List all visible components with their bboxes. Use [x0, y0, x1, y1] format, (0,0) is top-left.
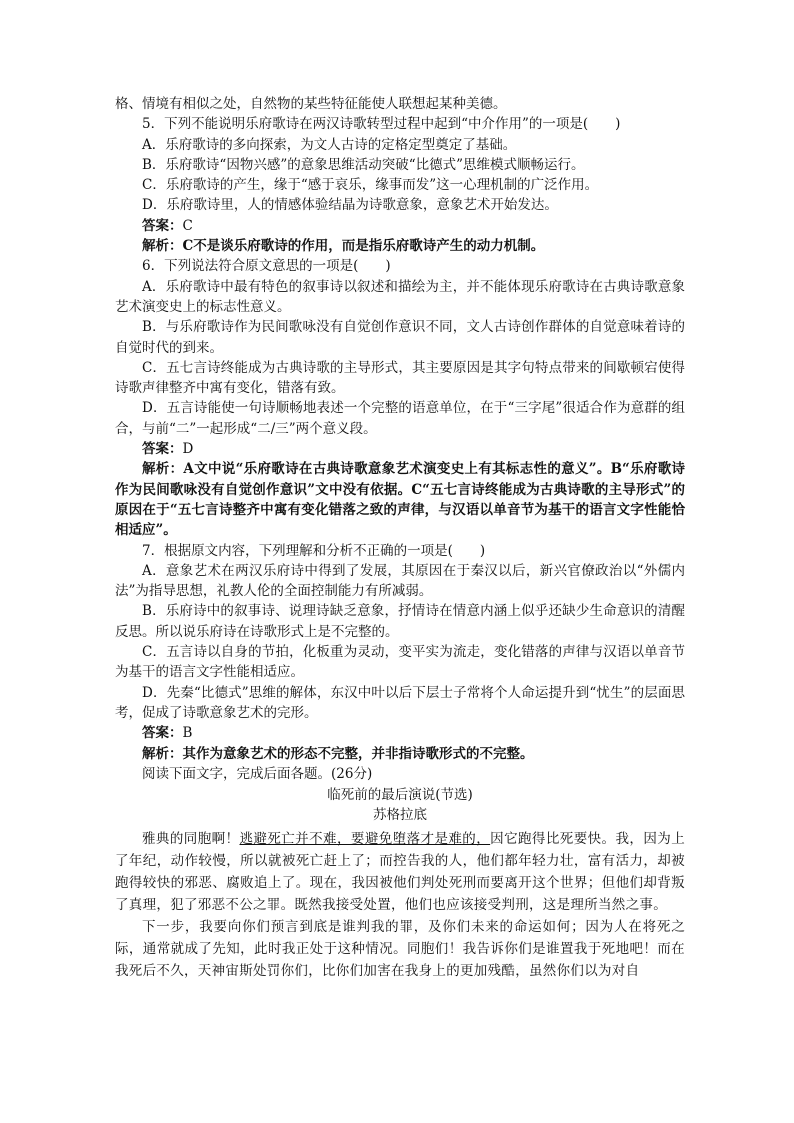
answer-value: C [182, 217, 193, 234]
explanation-text: 其作为意象艺术的形态不完整，并非指诗歌形式的不完整。 [182, 745, 534, 762]
question-5-answer [115, 216, 685, 236]
passage-title: 临死前的最后演说(节选) [327, 787, 473, 804]
answer-value: B [182, 725, 193, 742]
document-page [115, 94, 685, 982]
question-5-option-d: D．乐府歌诗里，人的情感体验结晶为诗歌意象，意象艺术开始发达。 [142, 197, 558, 214]
question-6-answer [115, 439, 685, 459]
answer-label: 答案： [142, 441, 183, 458]
paragraph-text: 因它跑得比死要快。我，因为上了年纪，动作较慢，所以就被死亡赶上了；而控告我的人，他们都年轻力壮，富有活力，却被跑得较快的邪恶、腐败追上了。现在，我因被他们判处死刑而要离开这个世界；但他们却背叛了真理，犯了邪恶不公之罪。既然我接受处置，他们也应该接受判刑，这是理所当然之事。 [115, 830, 685, 913]
question-6-option-b: B．与乐府歌诗作为民间歌咏没有自觉创作意识不同，文人古诗创作群体的自觉意味着诗的自觉时代的到来。 [115, 319, 685, 356]
answer-value: D [182, 441, 194, 458]
question-6-stem: 6．下列说法符合原文意思的一项是( ) [142, 258, 391, 275]
question-5-option-b: B．乐府歌诗“因物兴感”的意象思维活动突破“比德式”思维模式顺畅运行。 [142, 156, 585, 173]
underlined-sentence: 逃避死亡并不难，要避免堕落才是难的， [239, 830, 491, 847]
answer-label: 答案： [142, 725, 183, 742]
question-6-explanation [115, 459, 685, 540]
question-7-answer [115, 723, 685, 743]
passage-paragraph-2: 下一步，我要向你们预言到底是谁判我的罪，及你们未来的命运如何；因为人在将死之际，通常就成了先知，此时我正处于这种情况。同胞们！我告诉你们是谁置我于死地吧！而在我死后不久，天神宙斯处罚你们，比你们加害在我身上的更加残酷，虽然你们以为对自 [115, 918, 685, 979]
explanation-label: 解析： [142, 238, 183, 255]
question-7-stem: 7．根据原文内容，下列理解和分析不正确的一项是( ) [142, 542, 486, 559]
question-5-option-c: C．乐府歌诗的产生，缘于“感于哀乐，缘事而发”这一心理机制的广泛作用。 [142, 177, 599, 194]
explanation-label: 解析： [142, 461, 184, 478]
question-7-explanation [115, 744, 685, 764]
passage-paragraph-1 [115, 828, 685, 916]
explanation-label: 解析： [142, 745, 183, 762]
question-7-option-d: D．先秦“比德式”思维的解体，东汉中叶以后下层士子常将个人命运提升到“忧生”的层面思考，促成了诗歌意象艺术的完形。 [115, 684, 685, 721]
question-6-option-d: D．五言诗能使一句诗顺畅地表述一个完整的语意单位，在于“三字尾”很适合作为意群的组合，与前“二”一起形成“二/三”两个意义段。 [115, 400, 685, 437]
explanation-text: C不是谈乐府歌诗的作用，而是指乐府歌诗产生的动力机制。 [182, 238, 545, 255]
question-5-stem: 5．下列不能说明乐府歌诗在两汉诗歌转型过程中起到“中介作用”的一项是( ) [142, 116, 621, 133]
question-7-option-b: B．乐府诗中的叙事诗、说理诗缺乏意象，抒情诗在情意内涵上似乎还缺少生命意识的清醒反思。所以说乐府诗在诗歌形式上是不完整的。 [115, 603, 685, 640]
question-6-option-a: A．乐府歌诗中最有特色的叙事诗以叙述和描绘为主，并不能体现乐府歌诗在古典诗歌意象艺术演变史上的标志性意义。 [115, 278, 685, 315]
paragraph-text: 雅典的同胞啊！ [142, 830, 240, 847]
question-7-option-a: A．意象艺术在两汉乐府诗中得到了发展，其原因在于秦汉以后，新兴官僚政治以“外儒内法”为指导思想，礼教人伦的全面控制能力有所减弱。 [115, 562, 685, 600]
question-5-explanation [115, 236, 685, 256]
explanation-text: A文中说“乐府歌诗在古典诗歌意象艺术演变史上有其标志性的意义”。B“乐府歌诗作为民间歌咏没有自觉创作意识”文中没有依据。C“五七言诗终能成为古典诗歌的主导形式”的原因在于“五七言诗整齐中寓有变化错落之致的声律，与汉语以单音节为基干的语言文字性能恰相适应”。 [115, 461, 686, 539]
question-5-option-a: A．乐府歌诗的多向探索，为文人古诗的定格定型奠定了基础。 [142, 136, 517, 153]
question-7-option-c: C．五言诗以自身的节拍，化板重为灵动，变平实为流走，变化错落的声律与汉语以单音节为基干的语言文字性能相适应。 [115, 644, 686, 681]
question-6-option-c: C．五七言诗终能成为古典诗歌的主导形式，其主要原因是其字句特点带来的间歇顿宕使得诗歌声律整齐中寓有变化，错落有致。 [115, 359, 686, 397]
passage-body [115, 828, 685, 982]
passage-author: 苏格拉底 [373, 807, 427, 824]
reading-instructions: 阅读下面文字，完成后面各题。(26分) [142, 765, 373, 782]
text-line: 格、情境有相似之处，自然物的某些特征能使人联想起某种美德。 [115, 96, 507, 112]
answer-label: 答案： [142, 217, 183, 234]
